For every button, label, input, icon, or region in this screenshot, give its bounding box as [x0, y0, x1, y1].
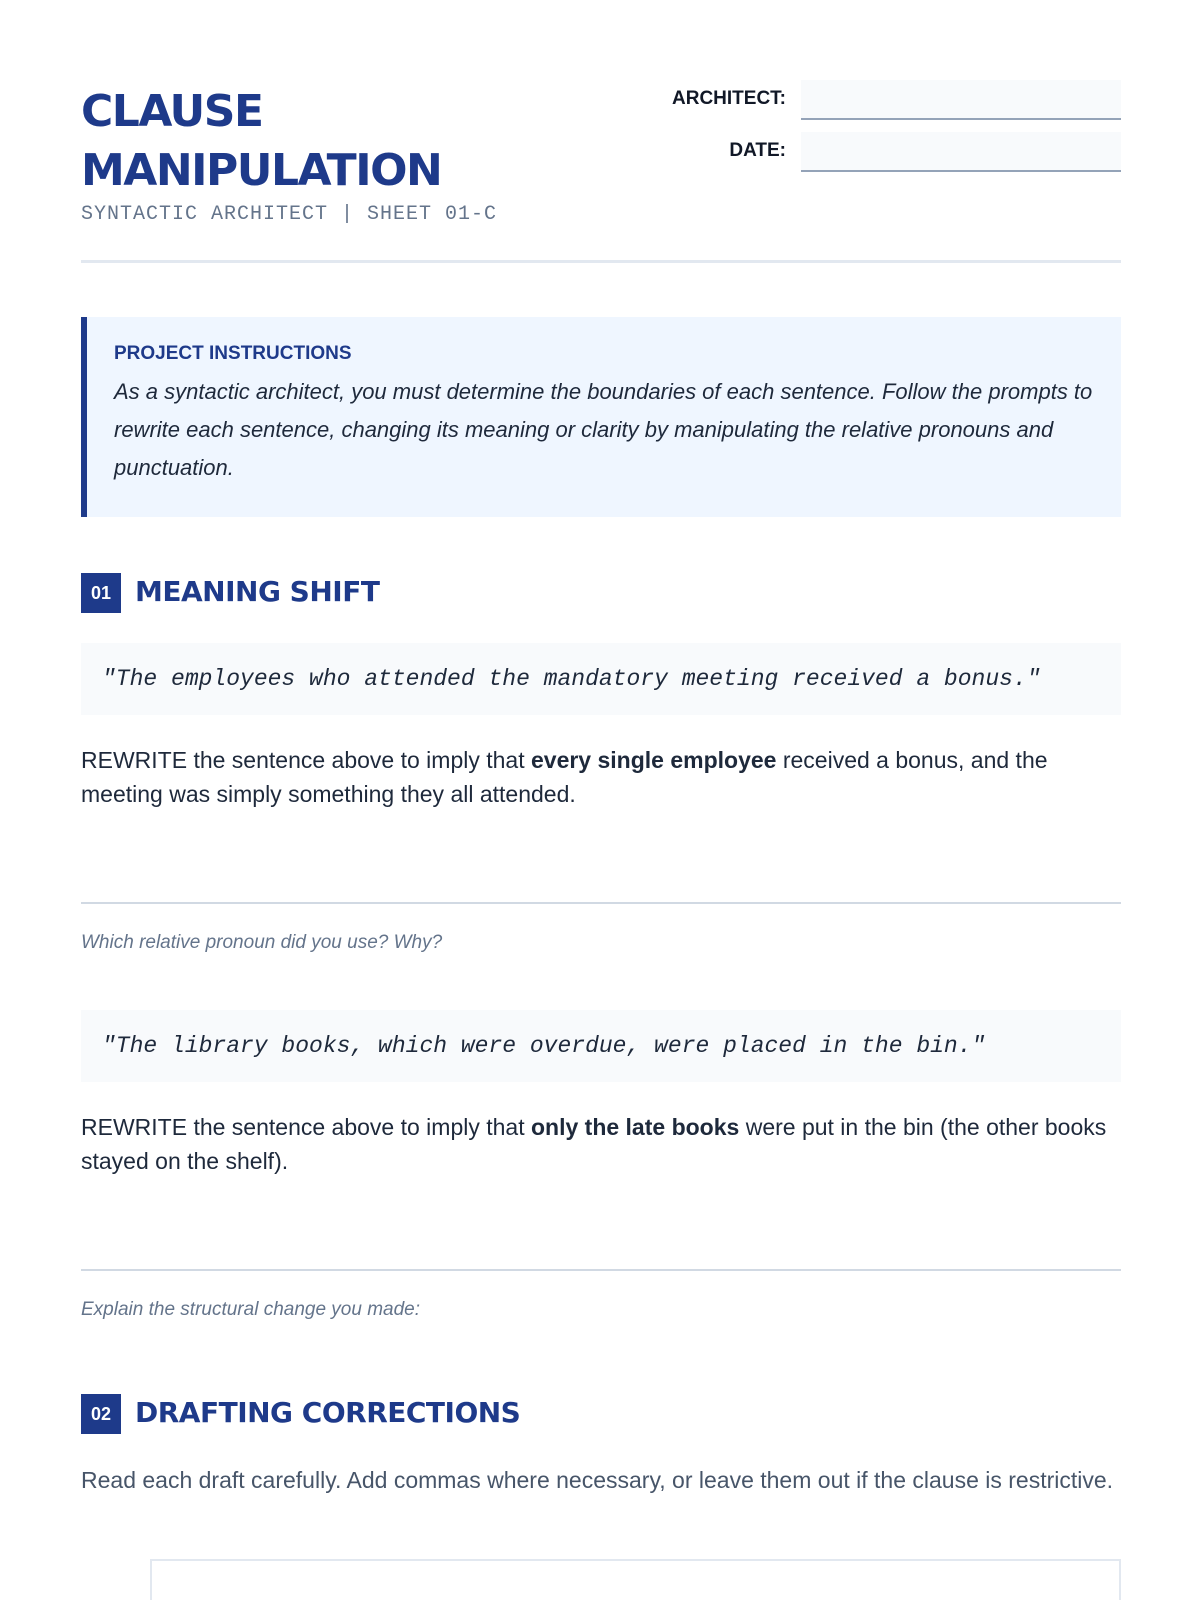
date-input[interactable]: [801, 132, 1121, 172]
section-2-title: DRAFTING CORRECTIONS: [135, 1396, 521, 1429]
date-label: DATE:: [729, 140, 786, 161]
instructions-box: [81, 317, 1121, 517]
prompt-2-text: REWRITE the sentence above to imply that: [81, 1114, 531, 1140]
answer-line-1[interactable]: [81, 902, 1121, 904]
answer-line-2[interactable]: [81, 1269, 1121, 1271]
prompt-1-text-end: received a bonus, and the meeting was simply something they all attended.: [81, 747, 1048, 807]
prompt-2-emphasis: only the late books: [530, 1114, 740, 1140]
prompt-1: [81, 743, 1121, 811]
architect-input[interactable]: [801, 80, 1121, 120]
section-1-title: MEANING SHIFT: [135, 575, 380, 608]
header: [81, 82, 1121, 262]
architect-label: ARCHITECT:: [672, 88, 786, 109]
architect-field-row: [641, 80, 1121, 120]
section-1-number: 01: [81, 573, 121, 613]
quote-2: "The library books, which were overdue, were placed in the bin.": [81, 1010, 1121, 1082]
header-divider: [81, 260, 1121, 263]
hint-2: Explain the structural change you made:: [81, 1299, 421, 1320]
instructions-title: PROJECT INSTRUCTIONS: [114, 343, 352, 364]
draft-box-1: [150, 1559, 1121, 1600]
section-2-number: 02: [81, 1394, 121, 1434]
title-line-1: CLAUSE: [81, 86, 263, 137]
section-2-heading: [81, 1394, 1121, 1434]
section-2-lead: Read each draft carefully. Add commas where necessary, or leave them out if the clause is restrictive.: [81, 1467, 1114, 1493]
prompt-1-emphasis: every single employee: [530, 747, 777, 773]
section-1-heading: [81, 573, 1121, 613]
prompt-1-text: REWRITE the sentence above to imply that: [81, 747, 531, 773]
hint-1: Which relative pronoun did you use? Why?: [81, 932, 443, 953]
prompt-2: [81, 1110, 1121, 1178]
prompt-2-text-end: were put in the bin (the other books stayed on the shelf).: [81, 1114, 1107, 1174]
page-subtitle: SYNTACTIC ARCHITECT | SHEET 01-C: [81, 203, 498, 226]
quote-1: "The employees who attended the mandatory meeting received a bonus.": [81, 643, 1121, 715]
date-field-row: [641, 132, 1121, 172]
title-line-2: MANIPULATION: [81, 145, 442, 196]
instructions-body: As a syntactic architect, you must determine the boundaries of each sentence. Follow the prompts to rewrite each sentence, changing its meaning or clarity by manipulating the relative pronouns and punctuation.: [114, 379, 1093, 480]
